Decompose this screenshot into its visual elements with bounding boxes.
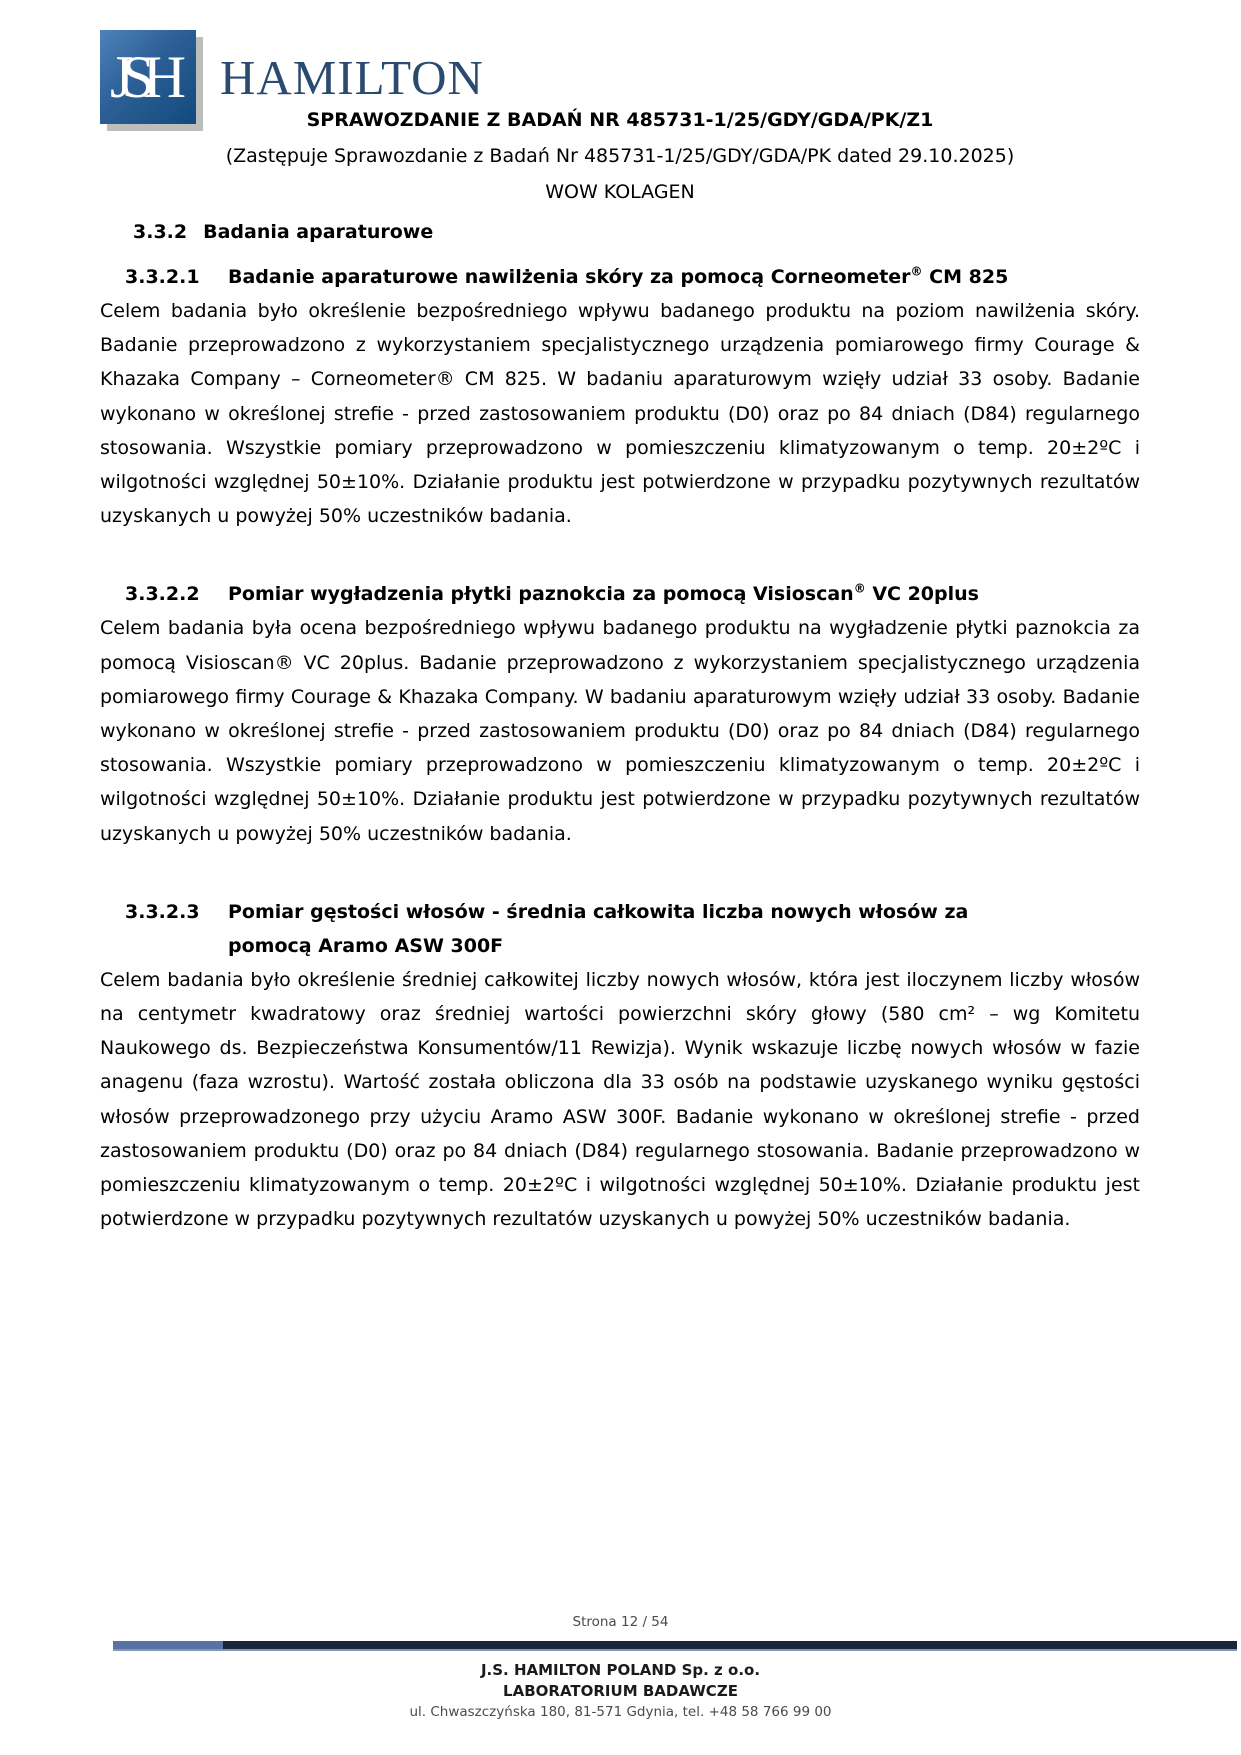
section-title: Badania aparaturowe (203, 221, 434, 243)
section-title (228, 577, 979, 611)
section-heading-3-3-2-1 (125, 260, 1140, 294)
section-number: 3.3.2.1 (125, 266, 200, 288)
section-title-text: CM 825 (922, 266, 1009, 288)
footer-bar-light-segment (113, 1641, 223, 1649)
footer-address: ul. Chwaszczyńska 180, 81-571 Gdynia, tel. +48 58 766 99 00 (409, 1704, 832, 1720)
section-title-text: Badanie aparaturowe nawilżenia skóry za pomocą Corneometer (228, 266, 911, 288)
page-footer (0, 1612, 1241, 1722)
footer-divider-bar (113, 1641, 1237, 1651)
section-title-line1: Pomiar gęstości włosów - średnia całkowita liczba nowych włosów za (228, 900, 969, 923)
section-title-line2: pomocą Aramo ASW 300F (228, 934, 504, 957)
report-body (0, 215, 1241, 1236)
paragraph-corneometer: Celem badania było określenie bezpośredniego wpływu badanego produktu na poziom nawilżenia skóry. Badanie przeprowadzono z wykorzystaniem specjalistycznego urządzenia pomiarowego firmy Courage & Khazaka Company – Corneometer® CM 825. W badaniu aparaturowym wzięły udział 33 osoby. Badanie wykonano w określonej strefie - przed zastosowaniem produktu (D0) oraz po 84 dniach (D84) regularnego stosowania. Wszystkie pomiary przeprowadzono w pomieszczeniu klimatyzowanym o temp. 20±2ºC i wilgotności względnej 50±10%. Działanie produktu jest potwierdzone w przypadku pozytywnych rezultatów uzyskanych u powyżej 50% uczestników badania. (100, 300, 1140, 528)
section-title-text: VC 20plus (865, 583, 979, 606)
paragraph-visioscan: Celem badania była ocena bezpośredniego wpływu badanego produktu na wygładzenie płytki paznokcia za pomocą Visioscan® VC 20plus. Badanie przeprowadzono z wykorzystaniem specjalistycznego urządzenia pomiarowego firmy Courage & Khazaka Company. W badaniu aparaturowym wzięły udział 33 osoby. Badanie wykonano w określonej strefie - przed zastosowaniem produktu (D0) oraz po 84 dniach (D84) regularnego stosowania. Wszystkie pomiary przeprowadzono w pomieszczeniu klimatyzowanym o temp. 20±2ºC i wilgotności względnej 50±10%. Działanie produktu jest potwierdzone w przypadku pozytywnych rezultatów uzyskanych u powyżej 50% uczestników badania. (100, 617, 1140, 845)
footer-lab-name: LABORATORIUM BADAWCZE (503, 1682, 738, 1700)
jsh-logo-icon (100, 30, 196, 124)
paragraph-aramo: Celem badania było określenie średniej całkowitej liczby nowych włosów, która jest iloczynem liczby włosów na centymetr kwadratowy oraz średniej wartości powierzchni skóry głowy (580 cm² – wg Komitetu Naukowego ds. Bezpieczeństwa Konsumentów/11 Rewizja). Wynik wskazuje liczbę nowych włosów w fazie anagenu (faza wzrostu). Wartość została obliczona dla 33 osób na podstawie uzyskanego wyniku gęstości włosów przeprowadzonego przy użyciu Aramo ASW 300F. Badanie wykonano w określonej strefie - przed zastosowaniem produktu (D0) oraz po 84 dniach (D84) regularnego stosowania. Badanie przeprowadzono w pomieszczeniu klimatyzowanym o temp. 20±2ºC i wilgotności względnej 50±10%. Działanie produktu jest potwierdzone w przypadku pozytywnych rezultatów uzyskanych u powyżej 50% uczestników badania. (100, 968, 1140, 1231)
section-number: 3.3.2 (133, 221, 188, 243)
section-number: 3.3.2.3 (125, 900, 200, 923)
registered-trademark-symbol: ® (853, 582, 866, 597)
section-number: 3.3.2.2 (125, 583, 200, 606)
footer-company-name: J.S. HAMILTON POLAND Sp. z o.o. (480, 1661, 761, 1679)
company-logo (100, 30, 484, 124)
report-title: SPRAWOZDANIE Z BADAŃ NR 485731-1/25/GDY/GDA/PK/Z1 (306, 109, 934, 131)
registered-trademark-symbol: ® (910, 264, 923, 279)
product-name: WOW KOLAGEN (545, 181, 695, 203)
jsh-logo-monogram: JSH (109, 44, 175, 110)
section-title (228, 260, 1008, 294)
page-number: Strona 12 / 54 (572, 1614, 669, 1630)
footer-bar-dark-segment (223, 1641, 1237, 1649)
section-heading-3-3-2-2 (125, 577, 1140, 611)
section-heading-3-3-2 (133, 215, 1140, 249)
section-title (228, 895, 968, 963)
section-heading-3-3-2-3 (125, 895, 1140, 963)
hamilton-wordmark: HAMILTON (220, 49, 484, 105)
report-subtitle: (Zastępuje Sprawozdanie z Badań Nr 485731-1/25/GDY/GDA/PK dated 29.10.2025) (225, 145, 1015, 167)
section-title-text: Pomiar wygładzenia płytki paznokcia za pomocą Visioscan (228, 583, 854, 606)
